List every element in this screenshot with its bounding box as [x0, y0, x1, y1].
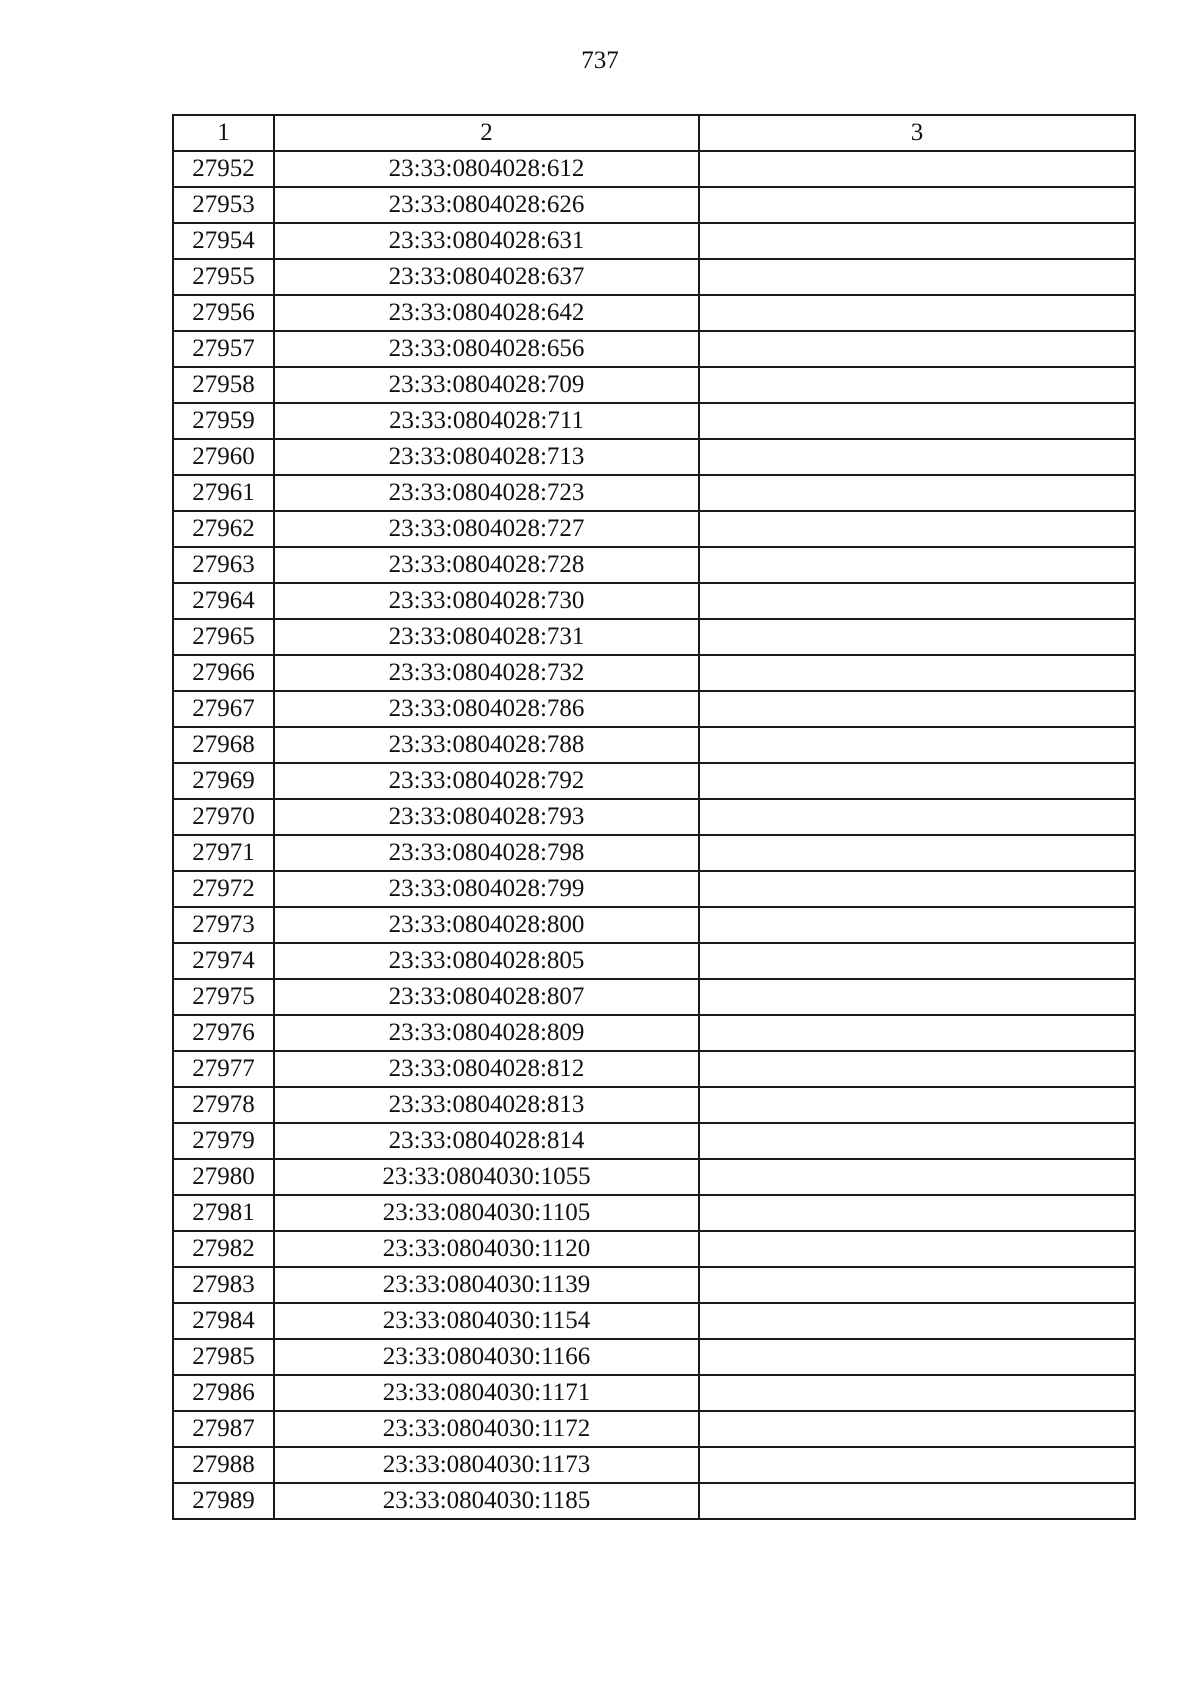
- row-number-cell: 27961: [173, 475, 274, 511]
- note-cell: [699, 403, 1135, 439]
- note-cell: [699, 691, 1135, 727]
- table-row: [173, 259, 1135, 295]
- table-row: [173, 1087, 1135, 1123]
- cadastral-number-cell: 23:33:0804030:1139: [274, 1267, 699, 1303]
- cadastral-number-cell: 23:33:0804028:642: [274, 295, 699, 331]
- note-cell: [699, 151, 1135, 187]
- cadastral-number-cell: 23:33:0804028:813: [274, 1087, 699, 1123]
- table-row: [173, 619, 1135, 655]
- row-number-cell: 27968: [173, 727, 274, 763]
- note-cell: [699, 871, 1135, 907]
- row-number-cell: 27973: [173, 907, 274, 943]
- cadastral-number-cell: 23:33:0804028:730: [274, 583, 699, 619]
- note-cell: [699, 511, 1135, 547]
- row-number-cell: 27985: [173, 1339, 274, 1375]
- cadastral-number-cell: 23:33:0804028:637: [274, 259, 699, 295]
- row-number-cell: 27975: [173, 979, 274, 1015]
- cadastral-number-cell: 23:33:0804030:1172: [274, 1411, 699, 1447]
- row-number-cell: 27987: [173, 1411, 274, 1447]
- cadastral-number-cell: 23:33:0804028:792: [274, 763, 699, 799]
- table-row: [173, 907, 1135, 943]
- table-row: [173, 187, 1135, 223]
- row-number-cell: 27969: [173, 763, 274, 799]
- cadastral-number-cell: 23:33:0804028:626: [274, 187, 699, 223]
- cadastral-number-cell: 23:33:0804030:1166: [274, 1339, 699, 1375]
- row-number-cell: 27953: [173, 187, 274, 223]
- cadastral-number-cell: 23:33:0804030:1120: [274, 1231, 699, 1267]
- cadastral-number-cell: 23:33:0804028:612: [274, 151, 699, 187]
- table-row: [173, 475, 1135, 511]
- table-row: [173, 1195, 1135, 1231]
- table-row: [173, 1123, 1135, 1159]
- note-cell: [699, 907, 1135, 943]
- note-cell: [699, 223, 1135, 259]
- table-row: [173, 1483, 1135, 1519]
- cadastral-number-cell: 23:33:0804028:731: [274, 619, 699, 655]
- note-cell: [699, 763, 1135, 799]
- note-cell: [699, 1231, 1135, 1267]
- row-number-cell: 27974: [173, 943, 274, 979]
- table-row: [173, 835, 1135, 871]
- row-number-cell: 27957: [173, 331, 274, 367]
- cadastral-number-cell: 23:33:0804028:723: [274, 475, 699, 511]
- table-row: [173, 1267, 1135, 1303]
- cadastral-number-cell: 23:33:0804028:809: [274, 1015, 699, 1051]
- table-row: [173, 223, 1135, 259]
- row-number-cell: 27970: [173, 799, 274, 835]
- table-row: [173, 1447, 1135, 1483]
- note-cell: [699, 1447, 1135, 1483]
- row-number-cell: 27967: [173, 691, 274, 727]
- note-cell: [699, 1087, 1135, 1123]
- row-number-cell: 27979: [173, 1123, 274, 1159]
- cadastral-number-cell: 23:33:0804030:1154: [274, 1303, 699, 1339]
- cadastral-number-cell: 23:33:0804028:728: [274, 547, 699, 583]
- cadastral-number-cell: 23:33:0804028:711: [274, 403, 699, 439]
- cadastral-number-cell: 23:33:0804030:1173: [274, 1447, 699, 1483]
- cadastral-number-cell: 23:33:0804028:788: [274, 727, 699, 763]
- note-cell: [699, 1303, 1135, 1339]
- row-number-cell: 27956: [173, 295, 274, 331]
- note-cell: [699, 655, 1135, 691]
- row-number-cell: 27965: [173, 619, 274, 655]
- cadastral-number-cell: 23:33:0804028:799: [274, 871, 699, 907]
- table-row: [173, 547, 1135, 583]
- note-cell: [699, 619, 1135, 655]
- row-number-cell: 27952: [173, 151, 274, 187]
- note-cell: [699, 331, 1135, 367]
- registry-table: [172, 114, 1136, 1520]
- table-row: [173, 1231, 1135, 1267]
- table-row: [173, 799, 1135, 835]
- cadastral-number-cell: 23:33:0804028:713: [274, 439, 699, 475]
- table-row: [173, 943, 1135, 979]
- cadastral-number-cell: 23:33:0804028:631: [274, 223, 699, 259]
- note-cell: [699, 1015, 1135, 1051]
- row-number-cell: 27959: [173, 403, 274, 439]
- row-number-cell: 27989: [173, 1483, 274, 1519]
- row-number-cell: 27986: [173, 1375, 274, 1411]
- cadastral-number-cell: 23:33:0804028:793: [274, 799, 699, 835]
- row-number-cell: 27983: [173, 1267, 274, 1303]
- cadastral-number-cell: 23:33:0804030:1105: [274, 1195, 699, 1231]
- cadastral-number-cell: 23:33:0804028:805: [274, 943, 699, 979]
- note-cell: [699, 1051, 1135, 1087]
- row-number-cell: 27955: [173, 259, 274, 295]
- cadastral-number-cell: 23:33:0804030:1185: [274, 1483, 699, 1519]
- cadastral-number-cell: 23:33:0804030:1171: [274, 1375, 699, 1411]
- table-row: [173, 691, 1135, 727]
- note-cell: [699, 1375, 1135, 1411]
- cadastral-number-cell: 23:33:0804028:709: [274, 367, 699, 403]
- table-row: [173, 403, 1135, 439]
- cadastral-number-cell: 23:33:0804030:1055: [274, 1159, 699, 1195]
- note-cell: [699, 475, 1135, 511]
- row-number-cell: 27962: [173, 511, 274, 547]
- row-number-cell: 27954: [173, 223, 274, 259]
- cadastral-number-cell: 23:33:0804028:732: [274, 655, 699, 691]
- table-body: [173, 151, 1135, 1519]
- cadastral-number-cell: 23:33:0804028:814: [274, 1123, 699, 1159]
- note-cell: [699, 943, 1135, 979]
- column-header-1: 1: [173, 115, 274, 151]
- note-cell: [699, 979, 1135, 1015]
- table-row: [173, 1159, 1135, 1195]
- table-row: [173, 763, 1135, 799]
- row-number-cell: 27981: [173, 1195, 274, 1231]
- note-cell: [699, 187, 1135, 223]
- note-cell: [699, 547, 1135, 583]
- table-row: [173, 1303, 1135, 1339]
- cadastral-number-cell: 23:33:0804028:786: [274, 691, 699, 727]
- row-number-cell: 27978: [173, 1087, 274, 1123]
- table-row: [173, 1411, 1135, 1447]
- table-row: [173, 367, 1135, 403]
- row-number-cell: 27963: [173, 547, 274, 583]
- note-cell: [699, 439, 1135, 475]
- table-row: [173, 331, 1135, 367]
- table-header-row: [173, 115, 1135, 151]
- row-number-cell: 27977: [173, 1051, 274, 1087]
- cadastral-number-cell: 23:33:0804028:656: [274, 331, 699, 367]
- row-number-cell: 27988: [173, 1447, 274, 1483]
- table-row: [173, 439, 1135, 475]
- note-cell: [699, 727, 1135, 763]
- table-row: [173, 1051, 1135, 1087]
- column-header-3: 3: [699, 115, 1135, 151]
- table-row: [173, 511, 1135, 547]
- row-number-cell: 27966: [173, 655, 274, 691]
- row-number-cell: 27982: [173, 1231, 274, 1267]
- page-number: 737: [581, 47, 619, 74]
- note-cell: [699, 259, 1135, 295]
- note-cell: [699, 1411, 1135, 1447]
- cadastral-number-cell: 23:33:0804028:800: [274, 907, 699, 943]
- table-row: [173, 1339, 1135, 1375]
- note-cell: [699, 1483, 1135, 1519]
- table-row: [173, 1015, 1135, 1051]
- table-row: [173, 727, 1135, 763]
- row-number-cell: 27960: [173, 439, 274, 475]
- row-number-cell: 27958: [173, 367, 274, 403]
- table-row: [173, 583, 1135, 619]
- cadastral-number-cell: 23:33:0804028:798: [274, 835, 699, 871]
- note-cell: [699, 583, 1135, 619]
- column-header-2: 2: [274, 115, 699, 151]
- cadastral-number-cell: 23:33:0804028:727: [274, 511, 699, 547]
- table-row: [173, 871, 1135, 907]
- table-row: [173, 295, 1135, 331]
- table-row: [173, 979, 1135, 1015]
- table-row: [173, 655, 1135, 691]
- note-cell: [699, 1339, 1135, 1375]
- note-cell: [699, 1159, 1135, 1195]
- note-cell: [699, 799, 1135, 835]
- row-number-cell: 27972: [173, 871, 274, 907]
- note-cell: [699, 295, 1135, 331]
- cadastral-number-cell: 23:33:0804028:812: [274, 1051, 699, 1087]
- row-number-cell: 27984: [173, 1303, 274, 1339]
- cadastral-number-cell: 23:33:0804028:807: [274, 979, 699, 1015]
- table-row: [173, 151, 1135, 187]
- row-number-cell: 27971: [173, 835, 274, 871]
- row-number-cell: 27980: [173, 1159, 274, 1195]
- note-cell: [699, 835, 1135, 871]
- note-cell: [699, 1195, 1135, 1231]
- note-cell: [699, 367, 1135, 403]
- row-number-cell: 27976: [173, 1015, 274, 1051]
- row-number-cell: 27964: [173, 583, 274, 619]
- note-cell: [699, 1267, 1135, 1303]
- note-cell: [699, 1123, 1135, 1159]
- table-row: [173, 1375, 1135, 1411]
